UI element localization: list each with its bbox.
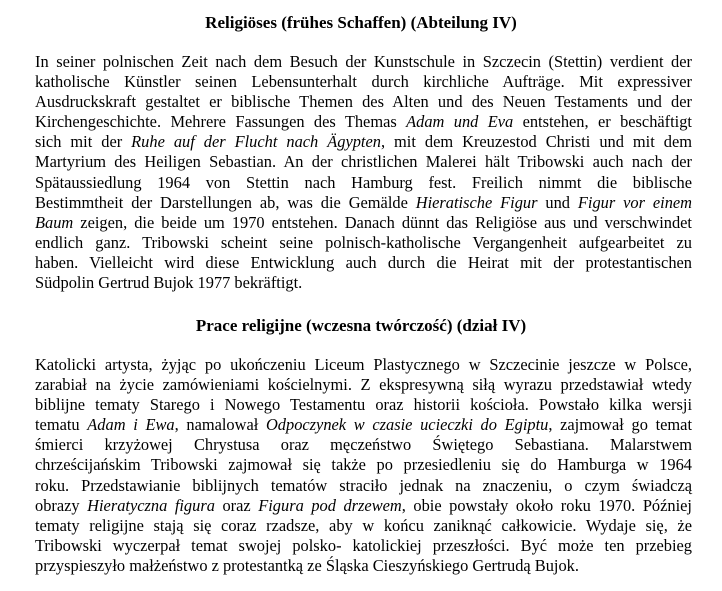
italic-title: Hieratische Figur [415,192,538,212]
text-line [35,72,692,92]
text-line [35,556,692,576]
text-line [35,496,692,516]
text-run: biblijne tematy Starego i Nowego Testamentu oraz historii kościoła. Powstało kilka wersji [35,395,692,415]
text-run: roku. Przedstawianie biblijnych tematów straciło jednak na znaczeniu, o czym świadczą [35,475,692,495]
text-line [35,355,692,375]
text-line [35,112,692,132]
text-run: haben. Vielleicht wird diese Entwicklung auch durch die Heirat mit der protestantischen [35,252,692,272]
text-run: chrześcijańskim Tribowski zajmował się także po przesiedleniu się do Hamburga w 1964 [35,455,692,475]
text-run: Katolicki artysta, żyjąc po ukończeniu Liceum Plastycznego w Szczecinie jeszcze w Polsce, [35,355,692,374]
text-run: Martyrium des Heiligen Sebastian. An der christlichen Malerei hält Tribowski auch nach der [35,152,692,172]
text-run: obrazy [35,495,88,515]
polish-paragraph [35,355,692,576]
text-line [35,435,692,455]
text-run: przyspieszyło małżeństwo z protestantką ze Śląska Cieszyńskiego Gertrudą Bujok. [35,555,579,575]
text-run: zarabiał na życie zamówieniami kościelnymi. Z ekspresywną siłą wyrazu przedstawiał wtedy [35,375,692,395]
text-run: Bestimmtheit der Darstellungen ab, was die Gemälde [35,192,416,212]
german-heading: Religiöses (frühes Schaffen) (Abteilung IV) [205,13,517,32]
text-run: katholische Künstler seinen Lebensunterhalt durch kirchliche Aufträge. Mit expressiver [35,72,692,92]
text-line [35,253,692,273]
text-run: entstehen, er beschäftigt [513,112,692,132]
text-run: zeigen, die beide um 1970 entstehen. Danach dünnt das Religiöse aus und verschwindet [73,212,692,232]
text-line [35,152,692,172]
italic-title: Ruhe auf der Flucht nach Ägypten [131,132,381,152]
italic-title: Figur vor einem [577,192,693,212]
text-run: sich mit der [35,132,132,152]
text-run: Tribowski wyczerpał temat swojej polsko- katolickiej przeszłości. Być może ten przebieg [35,535,692,555]
text-line [35,92,692,112]
italic-title: Odpoczynek w czasie ucieczki do Egiptu [265,415,549,435]
text-run: , zajmował go temat [548,415,692,435]
text-run: , obie powstały około roku 1970. Później [401,495,692,515]
text-line [35,173,692,193]
text-run: , namalował [174,415,266,435]
text-run: tematy religijne stają się coraz rzadsze, aby w końcu zaniknąć całkowicie. Wydaje się, że [35,515,692,535]
text-line [35,375,692,395]
text-line [35,132,692,152]
italic-title: Adam und Eva [406,112,514,132]
text-run: tematu [35,415,88,435]
italic-title: Figura pod drzewem [258,495,402,515]
text-run: Ausdruckskraft gestaltet er biblische Themen des Alten und des Neuen Testaments und der [35,92,692,112]
text-line [35,395,692,415]
text-run: In seiner polnischen Zeit nach dem Besuch der Kunstschule in Szczecin (Stettin) verdient der [35,52,692,71]
text-run: , mit dem Kreuzestod Christi und mit dem [380,132,692,152]
text-line [35,476,692,496]
text-run: śmierci krzyżowej Chrystusa oraz męczeństwo Świętego Sebastiana. Malarstwem [35,435,692,455]
text-run: Kirchengeschichte. Mehrere Fassungen des Themas [35,112,407,132]
text-line [35,193,692,213]
text-line [35,233,692,253]
text-line [35,52,692,72]
polish-heading: Prace religijne (wczesna twórczość) (dział IV) [195,316,527,335]
text-run: endlich ganz. Tribowski scheint seine polnisch-katholische Vergangenheit aufgearbeitet zu [35,232,692,252]
text-run: Südpolin Gertrud Bujok 1977 bekräftigt. [35,273,303,293]
text-line [35,273,692,293]
german-paragraph [35,52,692,293]
italic-title: Hieratyczna figura [87,495,215,515]
text-line [35,213,692,233]
text-line [35,516,692,536]
italic-title: Adam i Ewa [87,415,175,435]
text-run: und [537,192,578,212]
text-run: oraz [214,495,259,515]
italic-title: Baum [35,212,74,232]
text-run: Spätaussiedlung 1964 von Stettin nach Hamburg fest. Freilich nimmt die biblische [35,172,692,192]
text-line [35,536,692,556]
text-line [35,455,692,475]
text-line [35,415,692,435]
